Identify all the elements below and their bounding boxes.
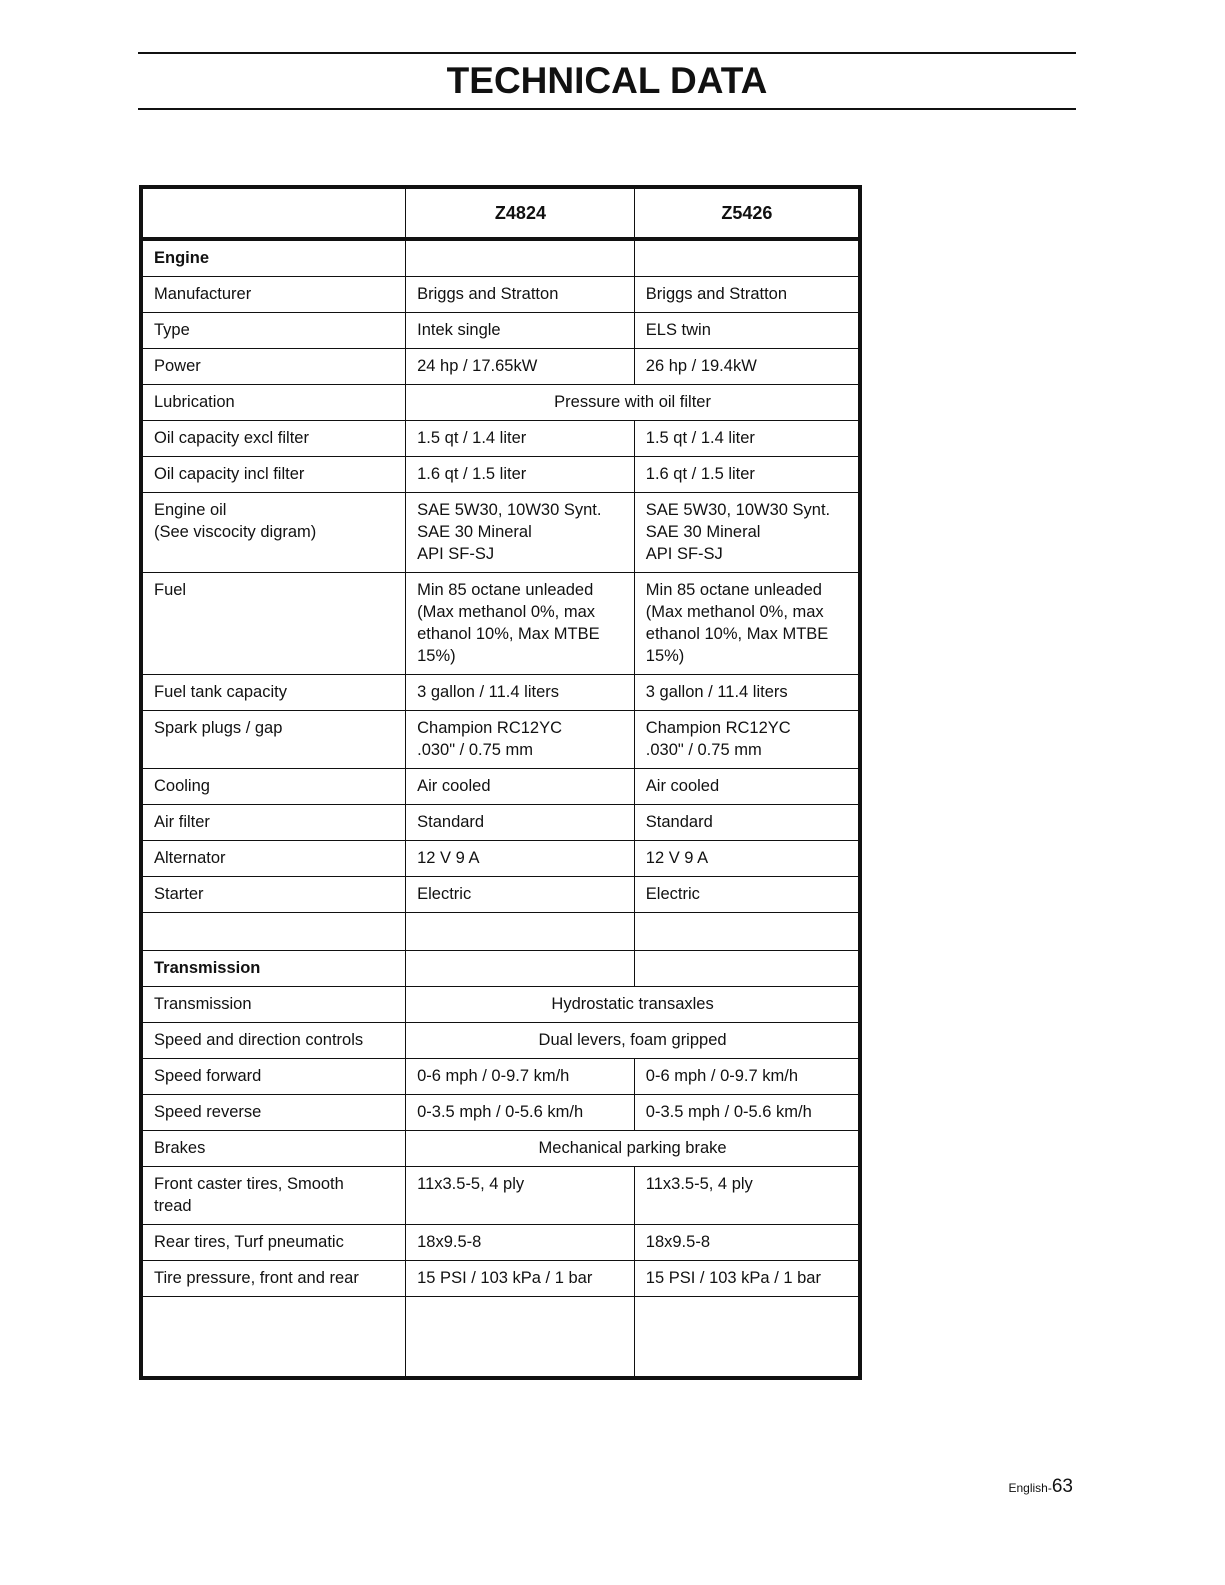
row-label: Fuel [141, 573, 406, 675]
value-z4824: 18x9.5-8 [406, 1225, 635, 1261]
table-row [141, 1225, 860, 1261]
row-label: Oil capacity incl filter [141, 457, 406, 493]
value-z5426: 26 hp / 19.4kW [634, 349, 860, 385]
value-z4824-line: API SF-SJ [417, 545, 495, 563]
value-z4824 [406, 239, 635, 277]
row-label [141, 493, 406, 573]
empty-cell [141, 1297, 406, 1379]
table-row [141, 277, 860, 313]
table-row [141, 573, 860, 675]
value-z5426 [634, 239, 860, 277]
table-header-row [141, 187, 860, 239]
section-heading: Engine [141, 239, 406, 277]
header-model-z5426: Z5426 [634, 187, 860, 239]
table-row [141, 1261, 860, 1297]
row-label: Rear tires, Turf pneumatic [141, 1225, 406, 1261]
value-z4824-line: 15%) [417, 647, 456, 665]
value-both-models: Hydrostatic transaxles [406, 987, 860, 1023]
value-z4824: Briggs and Stratton [406, 277, 635, 313]
value-z5426: 12 V 9 A [634, 841, 860, 877]
row-label: Cooling [141, 769, 406, 805]
value-z4824-line: ethanol 10%, Max MTBE [417, 625, 600, 643]
value-z4824: 0-6 mph / 0-9.7 km/h [406, 1059, 635, 1095]
row-label: Type [141, 313, 406, 349]
value-z5426: 3 gallon / 11.4 liters [634, 675, 860, 711]
row-label: Oil capacity excl filter [141, 421, 406, 457]
table-row [141, 711, 860, 769]
empty-cell [406, 913, 635, 951]
value-z4824: 15 PSI / 103 kPa / 1 bar [406, 1261, 635, 1297]
value-z5426: 1.6 qt / 1.5 liter [634, 457, 860, 493]
empty-tail-row [141, 1297, 860, 1379]
value-z4824-line: (Max methanol 0%, max [417, 603, 596, 621]
page-title: TECHNICAL DATA [446, 60, 768, 101]
value-z5426-line: 15%) [645, 647, 685, 665]
value-z4824: 12 V 9 A [406, 841, 635, 877]
value-z5426-line: Min 85 octane unleaded [645, 581, 822, 599]
value-z5426: Air cooled [634, 769, 860, 805]
row-label: Speed reverse [141, 1095, 406, 1131]
table-row [141, 1023, 860, 1059]
row-label: Tire pressure, front and rear [141, 1261, 406, 1297]
value-z4824: 0-3.5 mph / 0-5.6 km/h [406, 1095, 635, 1131]
spacer-row [141, 913, 860, 951]
value-z5426: 0-6 mph / 0-9.7 km/h [634, 1059, 860, 1095]
value-z4824-line: .030" / 0.75 mm [417, 741, 534, 759]
value-z5426: 11x3.5-5, 4 ply [634, 1167, 860, 1225]
value-z4824-line: SAE 5W30, 10W30 Synt. [417, 501, 602, 519]
top-divider [138, 52, 1076, 54]
value-z4824: 11x3.5-5, 4 ply [406, 1167, 635, 1225]
value-z4824 [406, 711, 635, 769]
value-z4824: 3 gallon / 11.4 liters [406, 675, 635, 711]
header-label-column [141, 187, 406, 239]
value-z5426-line: ethanol 10%, Max MTBE [645, 625, 829, 643]
table-row [141, 385, 860, 421]
row-label: Alternator [141, 841, 406, 877]
table-row [141, 1059, 860, 1095]
table-row [141, 987, 860, 1023]
table-row [141, 457, 860, 493]
empty-cell [634, 1297, 860, 1379]
row-label: Speed and direction controls [141, 1023, 406, 1059]
value-z5426: ELS twin [634, 313, 860, 349]
value-z5426 [634, 711, 860, 769]
table-row [141, 1131, 860, 1167]
value-z5426: Briggs and Stratton [634, 277, 860, 313]
value-z4824 [406, 573, 635, 675]
value-z5426-line: Champion RC12YC [645, 719, 791, 737]
table-row [141, 349, 860, 385]
value-z4824-line: Champion RC12YC [417, 719, 563, 737]
value-z4824 [406, 951, 635, 987]
value-z4824: 1.6 qt / 1.5 liter [406, 457, 635, 493]
value-z4824-line: Min 85 octane unleaded [417, 581, 594, 599]
row-label-main: Engine oil [154, 501, 227, 519]
page-footer [1009, 1476, 1074, 1498]
table-row [141, 877, 860, 913]
value-both-models: Dual levers, foam gripped [406, 1023, 860, 1059]
value-both-models: Pressure with oil filter [406, 385, 860, 421]
value-z4824: Electric [406, 877, 635, 913]
empty-cell [634, 913, 860, 951]
value-z4824: Intek single [406, 313, 635, 349]
table-row [141, 769, 860, 805]
value-z5426: Standard [634, 805, 860, 841]
value-z5426: 0-3.5 mph / 0-5.6 km/h [634, 1095, 860, 1131]
value-z5426: 18x9.5-8 [634, 1225, 860, 1261]
value-z4824-line: SAE 30 Mineral [417, 523, 532, 541]
row-label: Air filter [141, 805, 406, 841]
row-label: Speed forward [141, 1059, 406, 1095]
table-row [141, 805, 860, 841]
section-row [141, 239, 860, 277]
value-z5426-line: API SF-SJ [645, 545, 723, 563]
table-row [141, 675, 860, 711]
value-z5426 [634, 951, 860, 987]
table-row [141, 1095, 860, 1131]
value-z5426-line: SAE 5W30, 10W30 Synt. [645, 501, 831, 519]
row-label: Transmission [141, 987, 406, 1023]
row-label: Lubrication [141, 385, 406, 421]
value-z5426-line: SAE 30 Mineral [645, 523, 761, 541]
section-row [141, 951, 860, 987]
value-z5426-line: (Max methanol 0%, max [645, 603, 824, 621]
row-label-line: Front caster tires, Smooth [154, 1175, 344, 1193]
table-row [141, 841, 860, 877]
value-z4824 [406, 493, 635, 573]
empty-cell [406, 1297, 635, 1379]
technical-data-table [139, 185, 862, 1380]
value-z5426-line: .030" / 0.75 mm [645, 741, 762, 759]
table-body [141, 239, 860, 1378]
table-row [141, 421, 860, 457]
row-label [141, 1167, 406, 1225]
value-z4824: 1.5 qt / 1.4 liter [406, 421, 635, 457]
section-heading: Transmission [141, 951, 406, 987]
table-row [141, 493, 860, 573]
footer-language: English- [1008, 1481, 1052, 1495]
row-label-line: tread [154, 1197, 192, 1215]
empty-cell [141, 913, 406, 951]
table-row [141, 313, 860, 349]
page-number: 63 [1051, 1476, 1073, 1497]
row-label: Brakes [141, 1131, 406, 1167]
value-both-models: Mechanical parking brake [406, 1131, 860, 1167]
value-z4824: Standard [406, 805, 635, 841]
value-z5426: 1.5 qt / 1.4 liter [634, 421, 860, 457]
header-model-z4824: Z4824 [406, 187, 635, 239]
value-z5426 [634, 493, 860, 573]
row-label-note: (See viscocity digram) [154, 523, 317, 541]
value-z4824: Air cooled [406, 769, 635, 805]
row-label: Fuel tank capacity [141, 675, 406, 711]
row-label: Manufacturer [141, 277, 406, 313]
value-z5426: Electric [634, 877, 860, 913]
value-z4824: 24 hp / 17.65kW [406, 349, 635, 385]
row-label: Starter [141, 877, 406, 913]
value-z5426: 15 PSI / 103 kPa / 1 bar [634, 1261, 860, 1297]
title-underline [138, 108, 1076, 110]
row-label: Spark plugs / gap [141, 711, 406, 769]
table-row [141, 1167, 860, 1225]
value-z5426 [634, 573, 860, 675]
row-label: Power [141, 349, 406, 385]
